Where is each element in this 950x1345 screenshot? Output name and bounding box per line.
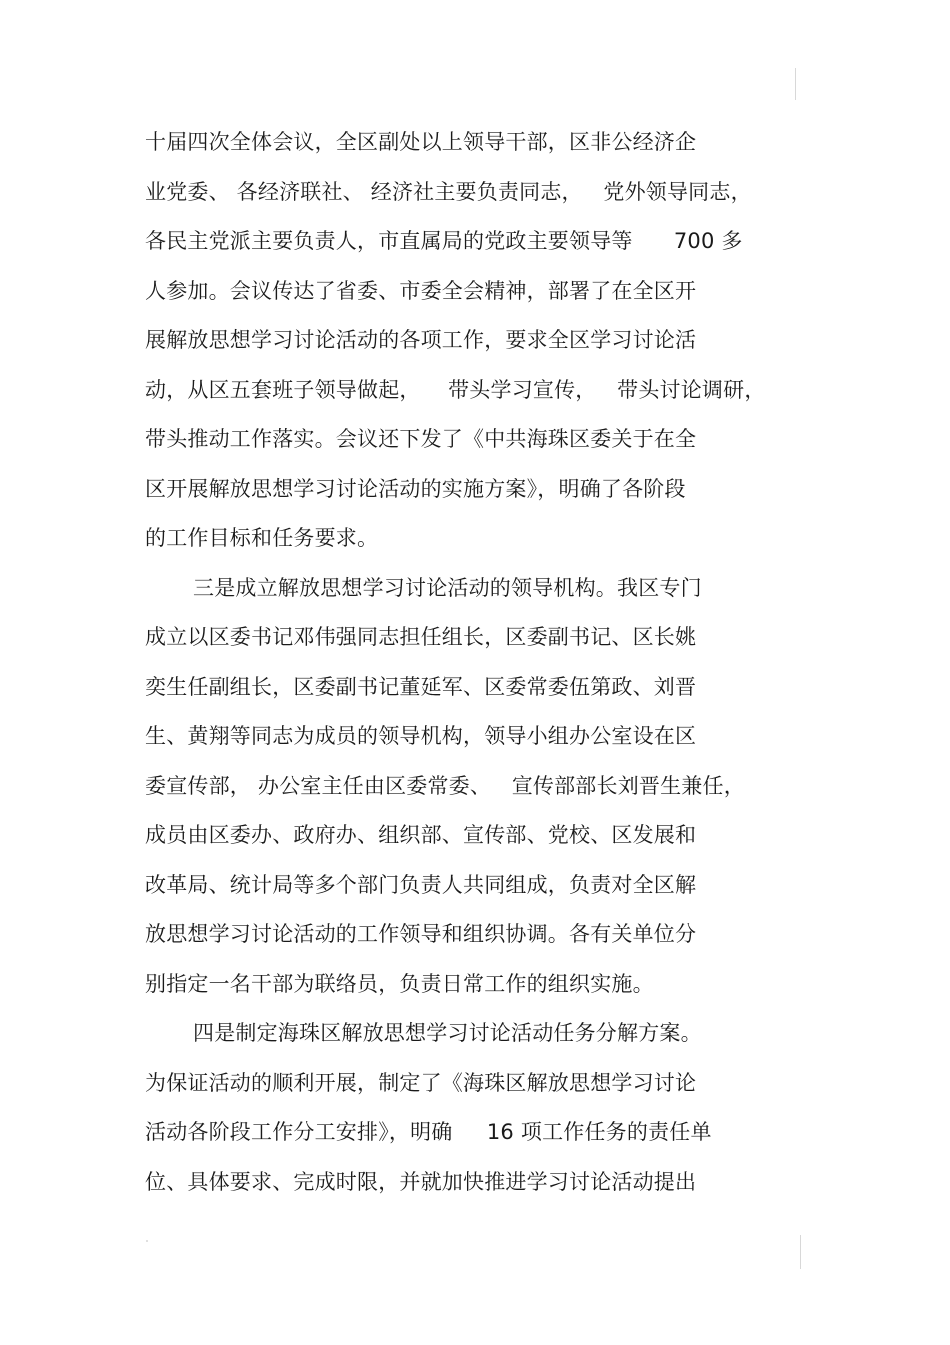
text-line: 业党委、 各经济联社、 经济社主要负责同志， 党外领导同志， <box>145 179 752 204</box>
page-edge-dot-bottom <box>146 1240 148 1242</box>
text-line: 成员由区委办、政府办、组织部、宣传部、党校、区发展和 <box>145 823 697 847</box>
text-line: 放思想学习讨论活动的工作领导和组织协调。各有关单位分 <box>145 922 697 946</box>
text-line: 成立以区委书记邓伟强同志担任组长，区委副书记、区长姚 <box>145 625 697 649</box>
page-edge-mark-top <box>795 68 796 100</box>
text-line: 别指定一名干部为联络员，负责日常工作的组织实施。 <box>145 971 654 996</box>
text-line: 各民主党派主要负责人，市直属局的党政主要领导等 700 多 <box>145 229 743 253</box>
text-line: 十届四次全体会议，全区副处以上领导干部，区非公经济企 <box>145 130 697 154</box>
text-line: 区开展解放思想学习讨论活动的实施方案》，明确了各阶段 <box>145 476 686 501</box>
text-line: 人参加。会议传达了省委、市委全会精神，部署了在全区开 <box>145 278 697 303</box>
text-line: 展解放思想学习讨论活动的各项工作，要求全区学习讨论活 <box>145 328 697 352</box>
text-line: 动，从区五套班子领导做起， 带头学习宣传， 带头讨论调研， <box>145 377 766 402</box>
text-line: 带头推动工作落实。会议还下发了《中共海珠区委关于在全 <box>145 427 697 451</box>
page-edge-mark-bottom <box>800 1235 801 1269</box>
paragraph-start-line: 四是制定海珠区解放思想学习讨论活动任务分解方案。 <box>193 1021 702 1045</box>
paragraph-start-line: 三是成立解放思想学习讨论活动的领导机构。我区专门 <box>193 575 702 600</box>
text-line: 位、具体要求、完成时限，并就加快推进学习讨论活动提出 <box>145 1169 697 1194</box>
text-line: 为保证活动的顺利开展，制定了《海珠区解放思想学习讨论 <box>145 1070 697 1095</box>
text-line: 委宣传部， 办公室主任由区委常委、 宣传部部长刘晋生兼任， <box>145 773 745 798</box>
text-line: 改革局、统计局等多个部门负责人共同组成，负责对全区解 <box>145 872 697 897</box>
text-line: 的工作目标和任务要求。 <box>145 526 379 550</box>
text-line: 奕生任副组长，区委副书记董延军、区委常委伍第政、刘晋 <box>145 674 697 699</box>
text-line: 生、黄翔等同志为成员的领导机构，领导小组办公室设在区 <box>145 724 697 748</box>
document-body <box>145 118 825 1207</box>
text-line: 活动各阶段工作分工安排》，明确 16 项工作任务的责任单 <box>145 1120 712 1144</box>
